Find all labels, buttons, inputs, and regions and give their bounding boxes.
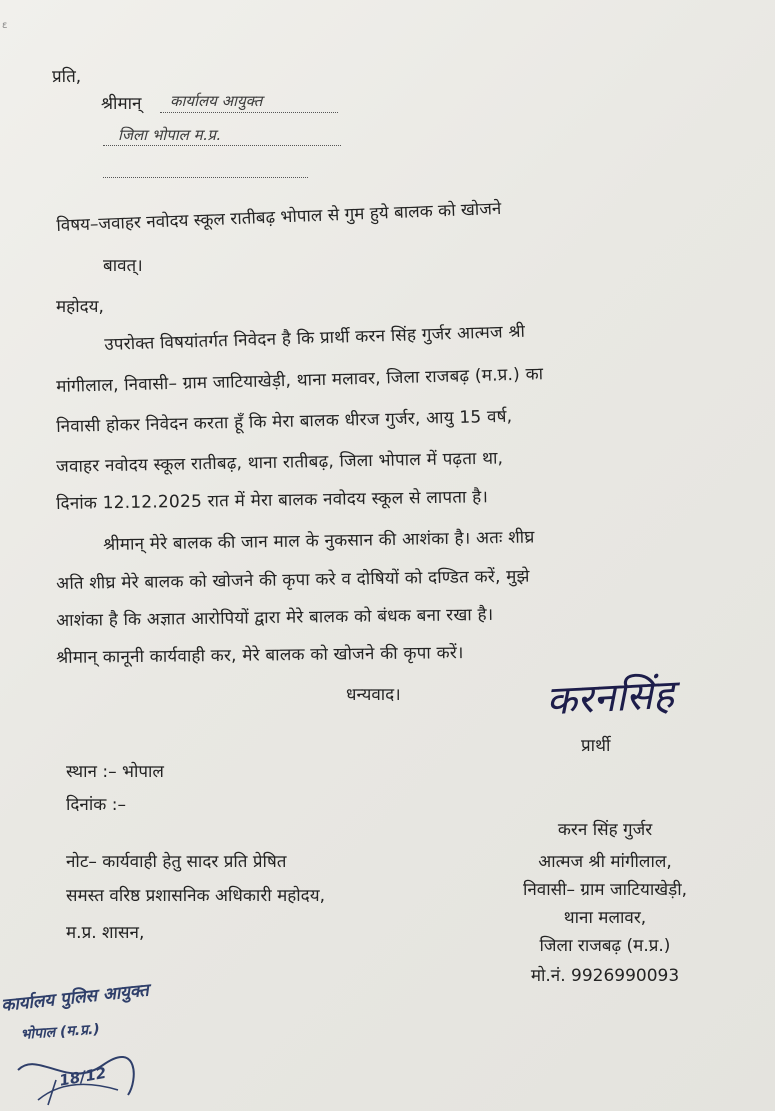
dotted-line-1	[160, 112, 338, 113]
para1-line5: दिनांक 12.12.2025 रात में मेरा बालक नवोदय स्कूल से लापता है।	[56, 487, 489, 514]
para1-line1: उपरोक्त विषयांतर्गत निवेदन है कि प्रार्थी करन सिंह गुर्जर आत्मज श्री	[104, 321, 526, 355]
recipient-line2: जिला भोपाल म.प्र.	[118, 126, 221, 144]
stamp-scribble	[8, 1040, 148, 1111]
para1-line3: निवासी होकर निवेदन करता हूँ कि मेरा बालक धीरज गुर्जर, आयु 15 वर्ष,	[56, 406, 513, 437]
sender-village: निवासी– ग्राम जाटियाखेड़ी,	[522, 880, 688, 900]
sender-name: करन सिंह गुर्जर	[557, 820, 653, 840]
recipient-line1: कार्यालय आयुक्त	[170, 92, 263, 110]
subject-line-2: बावत्।	[103, 256, 143, 276]
para2-line3: आशंका है कि अज्ञात आरोपियों द्वारा मेरे बालक को बंधक बना रखा है।	[56, 604, 494, 631]
para2-line1: श्रीमान् मेरे बालक की जान माल के नुकसान की आशंका है। अतः शीघ्र	[103, 527, 535, 555]
note-line3: म.प्र. शासन,	[66, 923, 145, 943]
para2-line4: श्रीमान् कानूनी कार्यवाही कर, मेरे बालक को खोजने की कृपा करें।	[56, 643, 464, 668]
salutation: महोदय,	[56, 297, 104, 317]
office-stamp-date: 18/12	[58, 1063, 108, 1090]
subject-line-1: विषय–जवाहर नवोदय स्कूल रातीबढ़ भोपाल से गुम हुये बालक को खोजने	[56, 198, 502, 236]
thanks-text: धन्यवाद।	[346, 685, 401, 705]
para1-line4: जवाहर नवोदय स्कूल रातीबढ़, थाना रातीबढ़, जिला भोपाल में पढ़ता था,	[56, 448, 504, 477]
dotted-line-3	[103, 177, 308, 178]
sender-father: आत्मज श्री मांगीलाल,	[538, 852, 672, 872]
para2-line2: अति शीघ्र मेरे बालक को खोजने की कृपा करे व दोषियों को दण्डित करें, मुझे	[56, 566, 530, 594]
handwritten-signature: करनसिंह	[545, 671, 676, 725]
office-stamp-line1: कार्यालय पुलिस आयुक्त	[0, 980, 150, 1016]
office-stamp-line2: भोपाल (म.प्र.)	[20, 1021, 101, 1043]
sender-mobile: मो.नं. 9926990093	[530, 966, 680, 986]
sender-district: जिला राजबढ़ (म.प्र.)	[539, 936, 671, 956]
place-line: स्थान :– भोपाल	[66, 762, 164, 782]
para1-line2: मांगीलाल, निवासी– ग्राम जाटियाखेड़ी, थाना मलावर, जिला राजबढ़ (म.प्र.) का	[56, 364, 544, 397]
sender-police-station: थाना मलावर,	[563, 908, 647, 928]
date-line: दिनांक :–	[66, 795, 126, 815]
note-line2: समस्त वरिष्ठ प्रशासनिक अधिकारी महोदय,	[66, 886, 325, 906]
prarthi-label: प्रार्थी	[581, 736, 611, 756]
dotted-line-2	[103, 145, 341, 146]
shriman-label: श्रीमान्	[101, 94, 142, 114]
prati-label: प्रति,	[52, 67, 82, 87]
corner-mark: ɛ	[2, 20, 8, 31]
note-line1: नोट– कार्यवाही हेतु सादर प्रति प्रेषित	[66, 852, 287, 872]
